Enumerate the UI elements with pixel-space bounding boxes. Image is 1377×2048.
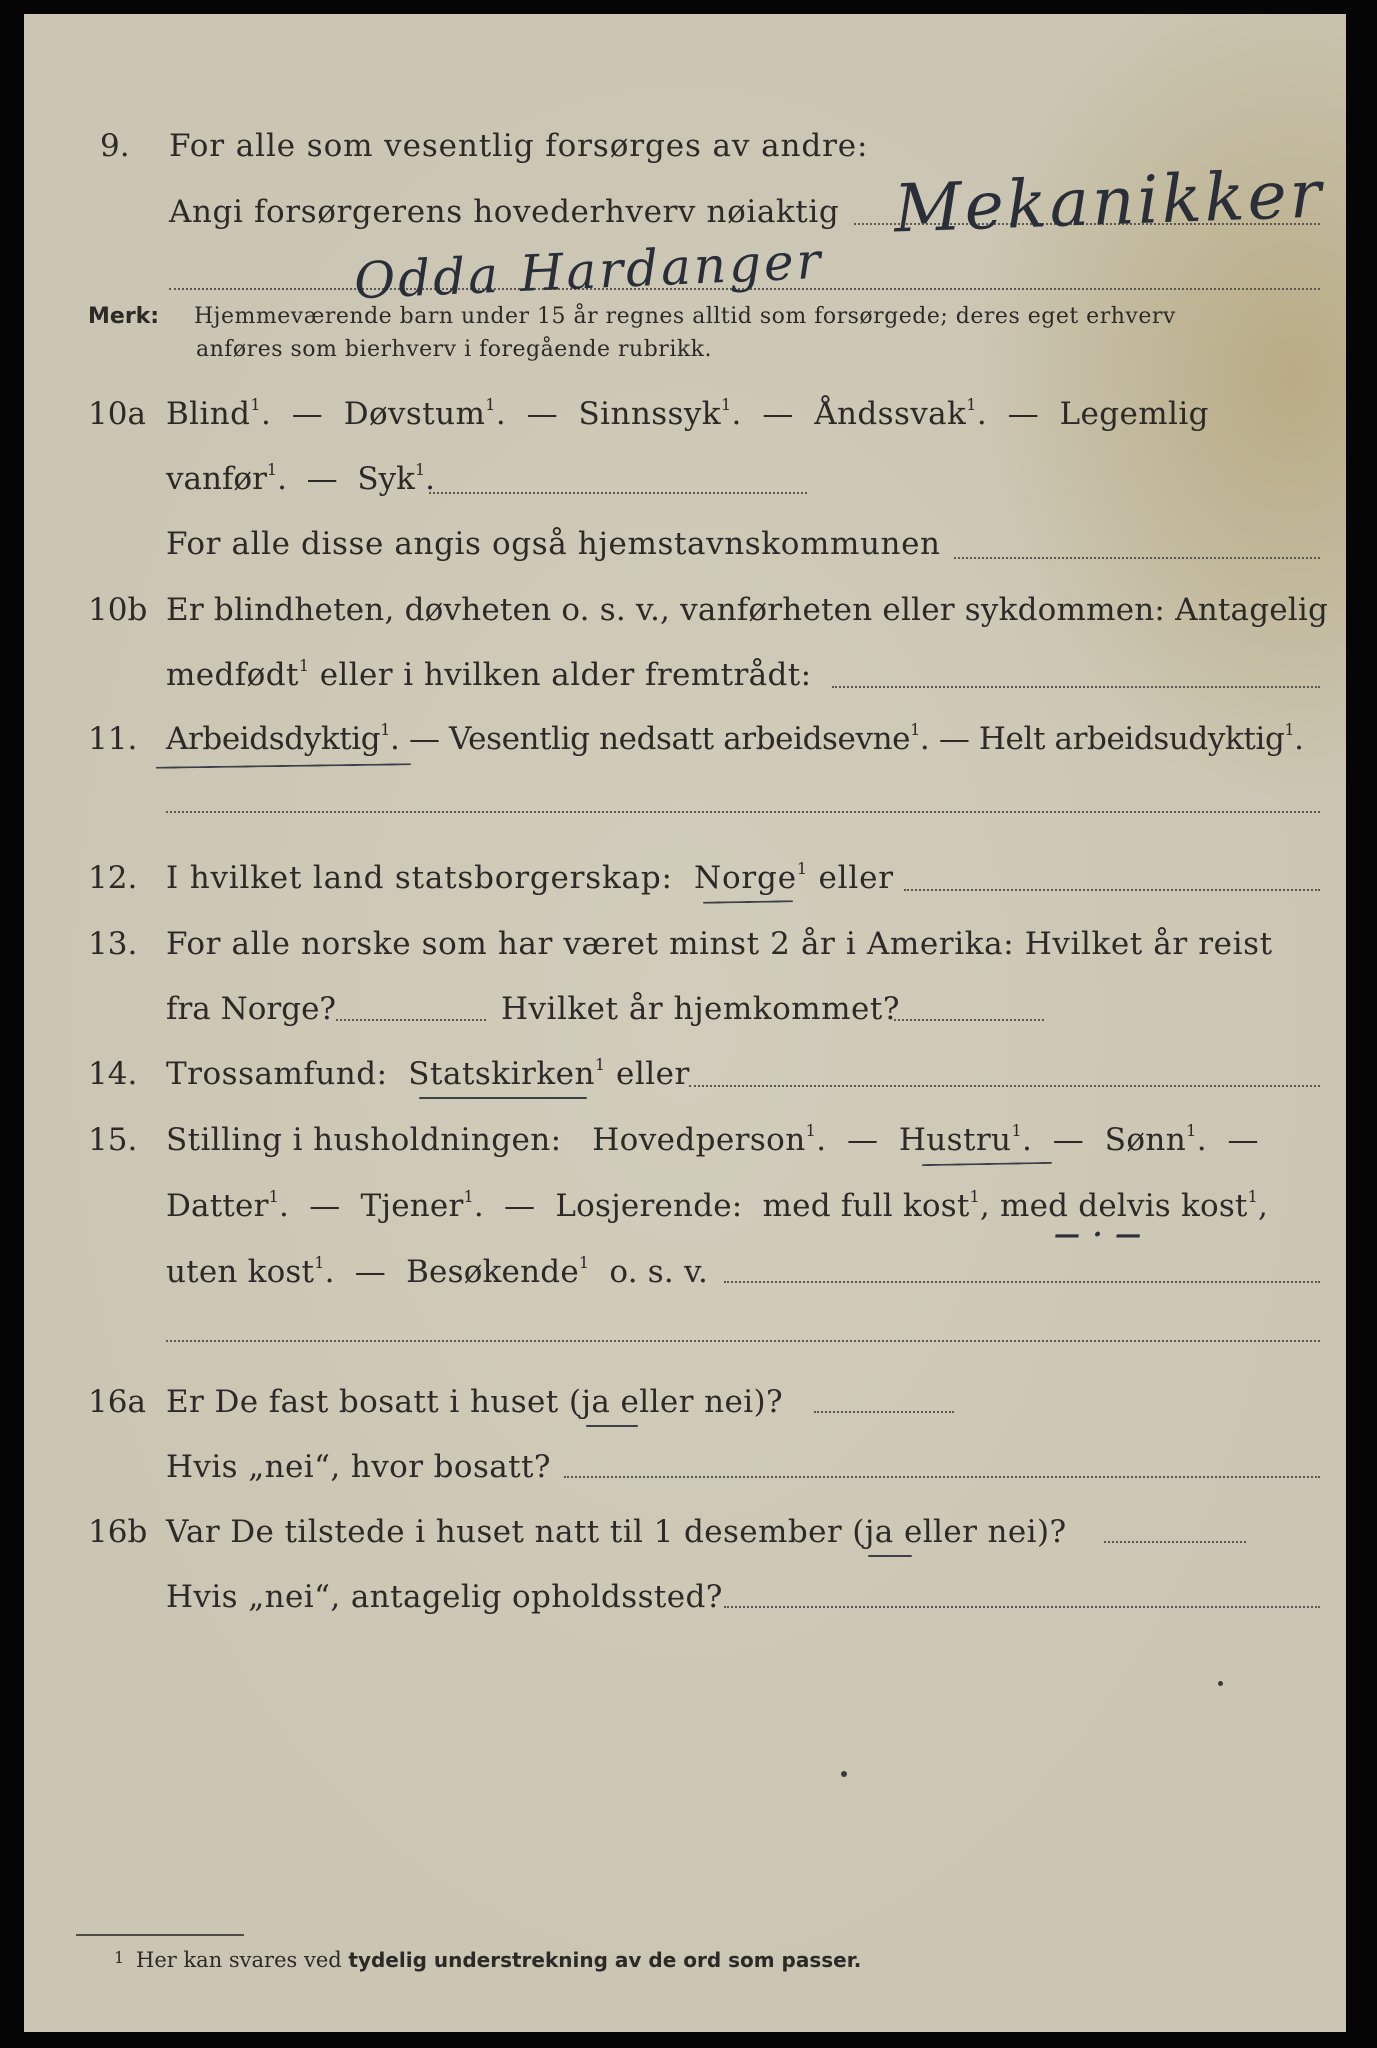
underline-statskirken <box>419 1097 587 1099</box>
opt-hovedperson: Hovedperson <box>592 1122 806 1158</box>
opt-16b-ja: ja <box>864 1514 894 1550</box>
q15-line3: uten kost$^1$. — Besøkende$^1$ o. s. v. <box>166 1253 709 1290</box>
underline-norge <box>703 900 793 904</box>
q13-line2a: fra Norge? <box>166 991 337 1027</box>
q10a-line1: Blind$^1$. — Døvstum$^1$. — Sinnssyk$^1$. — Åndssvak$^1$. — Legemlig <box>166 395 1209 432</box>
q10a-answer-line <box>429 492 807 494</box>
opt-andssvak: Åndssvak <box>814 396 967 432</box>
q16a-line1: Er De fast bosatt i huset (ja eller nei)? <box>166 1384 784 1420</box>
q9-number: 9. <box>100 128 130 164</box>
opt-med-full-kost: med full kost <box>762 1188 970 1224</box>
q16a-answer-line <box>814 1411 954 1413</box>
q15-number: 15. <box>88 1122 138 1158</box>
q15-line2: Datter$^1$. — Tjener$^1$. — Losjerende: med full kost$^1$, med delvis kost$^1$, <box>166 1187 1269 1224</box>
q10b-number: 10b <box>88 592 148 628</box>
q10a-line2: vanfør$^1$. — Syk$^1$. <box>166 460 435 497</box>
q12-number: 12. <box>88 860 138 896</box>
q9-handwritten-answer2: Odda Hardanger <box>352 231 825 311</box>
opt-arbeidsdyktig: Arbeidsdyktig <box>166 721 381 757</box>
q16b-line2: Hvis „nei“, antagelig opholdssted? <box>166 1579 723 1615</box>
q9-handwritten-answer1: Mekanikker <box>892 155 1326 248</box>
q9-line2: Angi forsørgerens hovederhverv nøiaktig <box>169 194 840 230</box>
q10a-hjemstavn-line <box>954 557 1320 559</box>
q10a-number: 10a <box>88 396 146 432</box>
q13-hjemkommet-line <box>894 1019 1044 1021</box>
underline-arbeidsdyktig <box>156 763 411 769</box>
footnote-rule <box>76 1934 244 1936</box>
underline-16a-ja <box>586 1425 638 1427</box>
opt-vanfor: vanfør <box>166 461 267 497</box>
q10b-line2: medfødt$^1$ eller i hvilken alder fremtrådt: <box>166 656 812 693</box>
opt-16a-ja: ja <box>581 1384 611 1420</box>
q12-line: I hvilket land statsborgerskap: Norge$^1$ eller <box>166 859 894 896</box>
opt-blind: Blind <box>166 396 251 432</box>
opt-besokende: Besøkende <box>406 1254 579 1290</box>
underline-16b-ja <box>868 1555 912 1557</box>
q9-line1: For alle som vesentlig forsørges av andre: <box>169 128 869 164</box>
footnote-mark: 1 <box>114 1948 125 1967</box>
opt-norge: Norge <box>694 860 797 896</box>
q12-answer-line <box>904 889 1320 891</box>
opt-statskirken: Statskirken <box>408 1056 595 1092</box>
census-form-page <box>24 14 1346 2032</box>
q10a-line3: For alle disse angis også hjemstavnskommunen <box>166 526 941 562</box>
q11-line1: Arbeidsdyktig$^1$. — Vesentlig nedsatt arbeidsevne$^1$. — Helt arbeidsudyktig$^1$. <box>166 720 1304 757</box>
merk-line2: anføres som bierhverv i foregående rubrikk. <box>196 337 713 362</box>
q13-number: 13. <box>88 926 138 962</box>
opt-hustru: Hustru <box>898 1122 1012 1158</box>
q14-line: Trossamfund: Statskirken$^1$ eller <box>166 1055 690 1092</box>
opt-med-delvis-kost: med delvis kost <box>1000 1188 1248 1224</box>
q10b-answer-line <box>832 686 1320 688</box>
q16b-number: 16b <box>88 1514 148 1550</box>
footnote-text: Her kan svares ved tydelig understrekning av de ord som passer. <box>136 1948 862 1972</box>
opt-legemlig: Legemlig <box>1059 396 1209 432</box>
merk-line1: Hjemmeværende barn under 15 år regnes alltid som forsørgede; deres eget erhverv <box>194 304 1176 329</box>
ink-spot <box>841 1771 847 1777</box>
opt-syk: Syk <box>357 461 415 497</box>
q11-answer-line <box>166 811 1320 813</box>
q13-line1: For alle norske som har været minst 2 år i Amerika: Hvilket år reist <box>166 926 1273 962</box>
q15-handwritten-mark: — · — <box>1054 1220 1144 1250</box>
q11-number: 11. <box>88 721 138 757</box>
q10b-line1: Er blindheten, døvheten o. s. v., vanførheten eller sykdommen: Antagelig <box>166 592 1329 628</box>
q15-line1: Stilling i husholdningen: Hovedperson$^1$. — Hustru$^1$. — Sønn$^1$. — <box>166 1121 1259 1158</box>
ink-spot <box>1218 1681 1223 1686</box>
q13-reist-line <box>336 1019 486 1021</box>
q14-number: 14. <box>88 1056 138 1092</box>
q13-line2b: Hvilket år hjemkommet? <box>501 991 900 1027</box>
q15-answer-line <box>724 1281 1320 1283</box>
q14-answer-line <box>689 1085 1320 1087</box>
q16a-line2: Hvis „nei“, hvor bosatt? <box>166 1449 551 1485</box>
merk-label: Merk: <box>88 304 160 329</box>
opt-sonn: Sønn <box>1104 1122 1187 1158</box>
opt-tjener: Tjener <box>360 1188 464 1224</box>
opt-datter: Datter <box>166 1188 269 1224</box>
opt-sinnssyk: Sinnssyk <box>578 396 721 432</box>
q16a-number: 16a <box>88 1384 146 1420</box>
opt-dovstum: Døvstum <box>343 396 486 432</box>
opt-uten-kost: uten kost <box>166 1254 315 1290</box>
opt-helt-arbeidsudyktig: — Helt arbeidsudyktig <box>938 721 1285 757</box>
q16b-opholdssted-line <box>724 1606 1320 1608</box>
q15-extra-line <box>166 1340 1320 1342</box>
q16b-answer-line <box>1104 1541 1246 1543</box>
opt-vesentlig-nedsatt: — Vesentlig nedsatt arbeidsevne <box>408 721 911 757</box>
underline-hustru <box>922 1162 1052 1166</box>
q16a-bosatt-line <box>564 1476 1320 1478</box>
q16b-line1: Var De tilstede i huset natt til 1 desember (ja eller nei)? <box>166 1514 1067 1550</box>
